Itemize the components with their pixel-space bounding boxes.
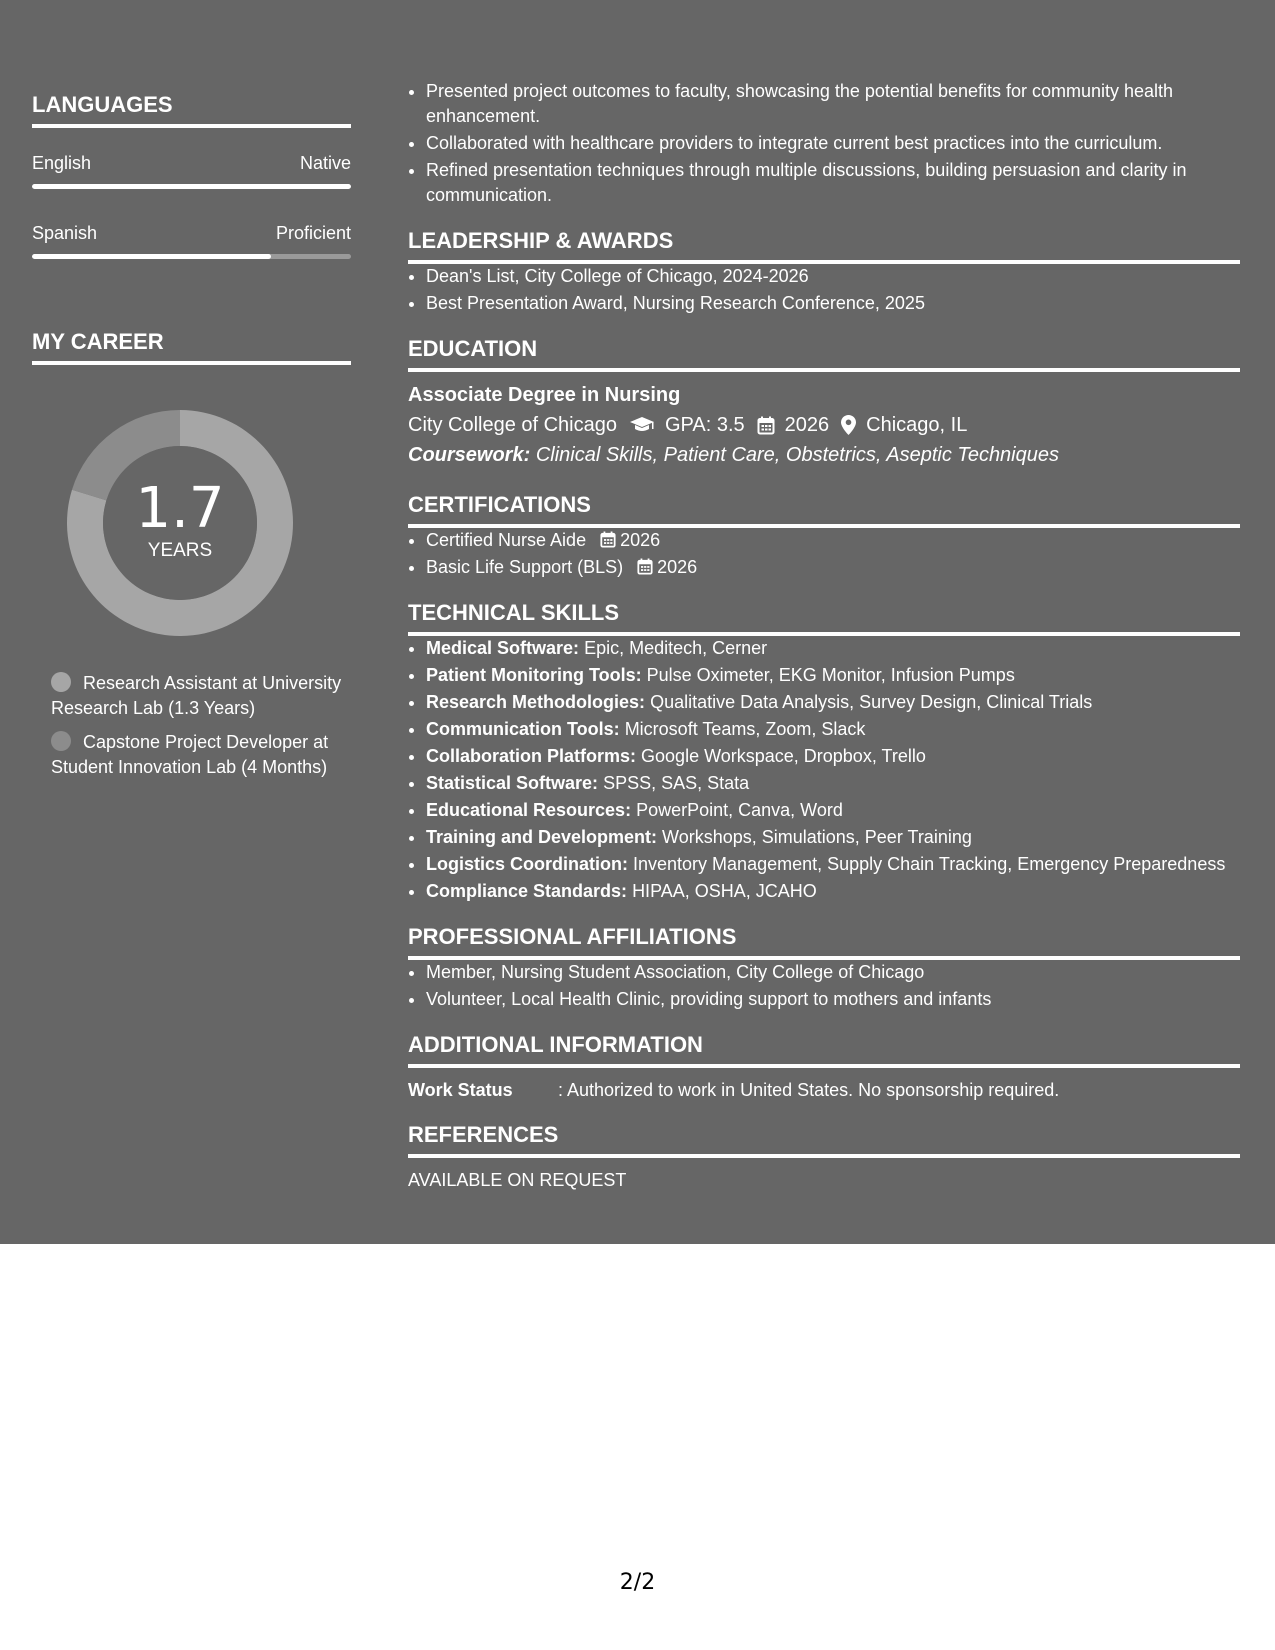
skills-section <box>408 600 1240 904</box>
skill-item <box>426 825 1240 850</box>
section-divider <box>408 1154 1240 1158</box>
skill-label: Training and Development: <box>426 827 658 847</box>
skill-item <box>426 717 1240 742</box>
affiliations-list <box>408 960 1240 1012</box>
award-item: • Best Presentation Award, Nursing Research Conference, 2025 <box>426 291 1240 316</box>
education-degree: Associate Degree in Nursing <box>408 384 681 406</box>
additional-title: ADDITIONAL INFORMATION <box>408 1032 703 1057</box>
career-total-years: 1.7 <box>135 476 225 541</box>
left-column <box>32 92 351 789</box>
career-legend-label: Research Assistant at University Research Lab (1.3 Years) <box>51 673 342 718</box>
skill-value: Microsoft Teams, Zoom, Slack <box>624 719 866 739</box>
skill-item <box>426 879 1240 904</box>
graduation-cap-icon <box>629 416 655 434</box>
skill-value: Workshops, Simulations, Peer Training <box>662 827 972 847</box>
skill-item <box>426 798 1240 823</box>
career-section <box>32 329 351 780</box>
skill-label: Statistical Software: <box>426 773 599 793</box>
affiliations-section <box>408 924 1240 1012</box>
donut-center <box>67 410 293 636</box>
work-status-label: Work Status <box>408 1080 513 1100</box>
certification-name: Basic Life Support (BLS) <box>426 557 624 577</box>
education-year: 2026 <box>784 414 830 436</box>
education-details <box>408 410 1240 440</box>
experience-bullets <box>408 79 1240 208</box>
affiliation-item: • Volunteer, Local Health Clinic, providing support to mothers and infants <box>426 987 1240 1012</box>
skill-value: Qualitative Data Analysis, Survey Design, Clinical Trials <box>650 692 1093 712</box>
work-status-value: : Authorized to work in United States. No sponsorship required. <box>558 1080 1060 1100</box>
skill-value: HIPAA, OSHA, JCAHO <box>632 881 817 901</box>
skill-value: Inventory Management, Supply Chain Tracking, Emergency Preparedness <box>633 854 1226 874</box>
skill-label: Research Methodologies: <box>426 692 646 712</box>
skill-label: Patient Monitoring Tools: <box>426 665 642 685</box>
career-legend-label: Capstone Project Developer at Student Innovation Lab (4 Months) <box>51 732 329 777</box>
certification-item <box>426 555 1240 580</box>
legend-dot-icon <box>51 672 71 692</box>
section-divider <box>32 361 351 365</box>
skill-label: Educational Resources: <box>426 800 632 820</box>
languages-title: LANGUAGES <box>32 92 173 117</box>
location-pin-icon <box>841 415 856 435</box>
skills-list <box>408 636 1240 904</box>
education-title: EDUCATION <box>408 336 538 361</box>
skill-item <box>426 636 1240 661</box>
language-level: Native <box>299 153 351 173</box>
education-location: Chicago, IL <box>866 414 968 436</box>
certification-item <box>426 528 1240 553</box>
section-divider <box>408 368 1240 372</box>
calendar-icon <box>757 416 775 435</box>
skill-label: Collaboration Platforms: <box>426 746 637 766</box>
language-name: English <box>32 153 92 173</box>
section-divider <box>32 124 351 128</box>
skill-item <box>426 744 1240 769</box>
affiliation-item: • Member, Nursing Student Association, City College of Chicago <box>426 960 1240 985</box>
career-years-unit: YEARS <box>147 540 213 561</box>
experience-bullet: • Collaborated with healthcare providers to integrate current best practices into the curriculum. <box>426 131 1240 156</box>
skill-item <box>426 663 1240 688</box>
education-coursework <box>408 440 1240 470</box>
education-school: City College of Chicago <box>408 414 617 436</box>
legend-dot-icon <box>51 731 71 751</box>
certifications-section <box>408 492 1240 580</box>
education-gpa: GPA: 3.5 <box>665 414 745 436</box>
certification-year: 2026 <box>657 557 698 577</box>
language-proficiency-fill <box>32 184 351 189</box>
additional-section <box>408 1032 1240 1102</box>
leadership-section <box>408 228 1240 316</box>
skill-item <box>426 690 1240 715</box>
skill-value: Pulse Oximeter, EKG Monitor, Infusion Pumps <box>646 665 1015 685</box>
certification-name: Certified Nurse Aide <box>426 530 587 550</box>
skill-value: Google Workspace, Dropbox, Trello <box>641 746 926 766</box>
references-section <box>408 1122 1240 1192</box>
career-donut-chart <box>67 410 293 636</box>
language-proficiency-bar <box>32 184 351 189</box>
skill-item <box>426 771 1240 796</box>
certifications-title: CERTIFICATIONS <box>408 492 591 517</box>
career-legend-item <box>51 671 351 721</box>
leadership-title: LEADERSHIP & AWARDS <box>408 228 674 253</box>
skill-label: Medical Software: <box>426 638 580 658</box>
career-legend <box>51 671 351 780</box>
language-proficiency-fill <box>32 254 271 259</box>
certifications-list <box>408 528 1240 580</box>
references-title: REFERENCES <box>408 1122 559 1147</box>
work-status-row <box>408 1078 1240 1102</box>
affiliations-title: PROFESSIONAL AFFILIATIONS <box>408 924 737 949</box>
skill-item <box>426 852 1240 877</box>
career-title: MY CAREER <box>32 329 164 354</box>
language-level: Proficient <box>275 223 351 243</box>
education-section <box>408 336 1240 470</box>
skills-title: TECHNICAL SKILLS <box>408 600 620 625</box>
career-legend-item <box>51 730 351 780</box>
language-name: Spanish <box>32 223 98 243</box>
coursework-label: Coursework: <box>408 444 531 466</box>
coursework-value: Clinical Skills, Patient Care, Obstetrics, Aseptic Techniques <box>535 444 1059 466</box>
calendar-icon <box>637 558 653 575</box>
certification-year: 2026 <box>620 530 661 550</box>
languages-section <box>32 92 351 259</box>
language-item-english <box>32 152 351 189</box>
language-item-spanish <box>32 222 351 259</box>
experience-bullet: • Presented project outcomes to faculty, showcasing the potential benefits for community health enhancement. <box>426 79 1240 129</box>
skill-label: Logistics Coordination: <box>426 854 628 874</box>
language-proficiency-bar <box>32 254 351 259</box>
right-column <box>408 79 1240 1192</box>
page-number: 2/2 <box>619 1570 656 1595</box>
skill-value: PowerPoint, Canva, Word <box>636 800 843 820</box>
skill-label: Communication Tools: <box>426 719 620 739</box>
skill-value: SPSS, SAS, Stata <box>603 773 750 793</box>
leadership-list <box>408 264 1240 316</box>
experience-bullet: • Refined presentation techniques through multiple discussions, building persuasion and clarity in communication. <box>426 158 1240 208</box>
references-text: AVAILABLE ON REQUEST <box>408 1170 627 1190</box>
calendar-icon <box>600 531 616 548</box>
skill-label: Compliance Standards: <box>426 881 628 901</box>
award-item: • Dean's List, City College of Chicago, 2024-2026 <box>426 264 1240 289</box>
section-divider <box>408 1064 1240 1068</box>
skill-value: Epic, Meditech, Cerner <box>584 638 768 658</box>
